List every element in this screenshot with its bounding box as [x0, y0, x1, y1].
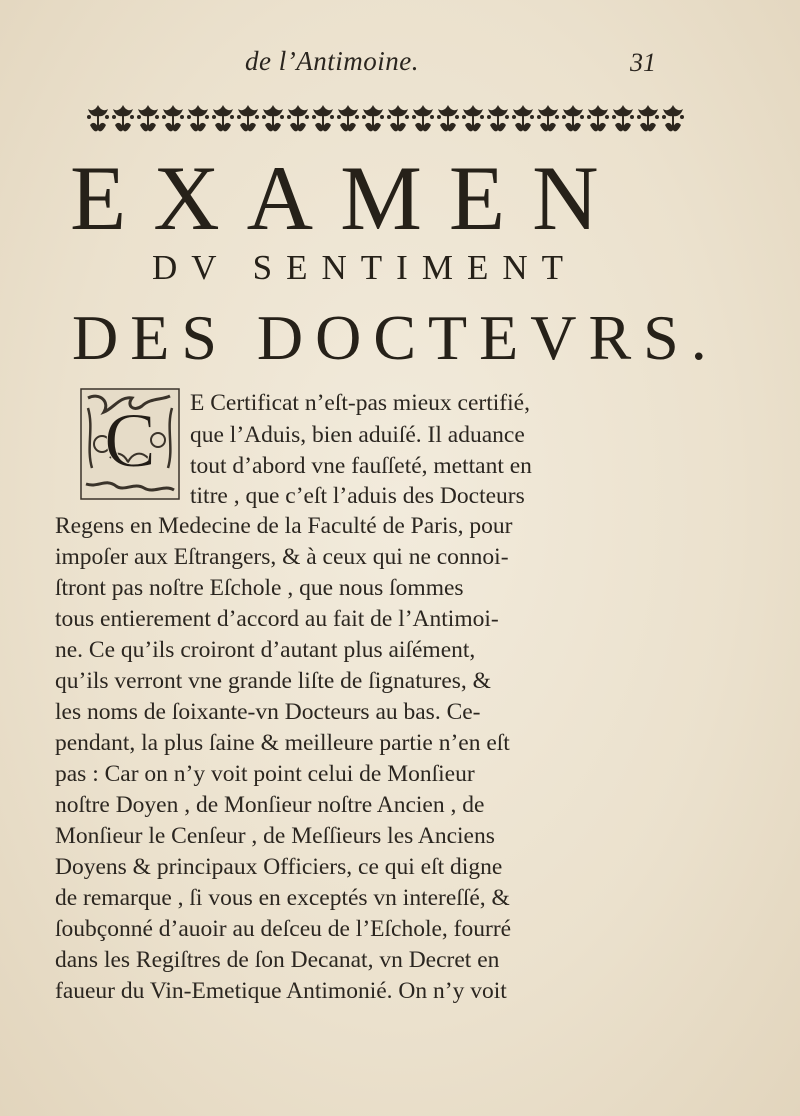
text-line: ne. Ce qu’ils croiront d’autant plus aiſément,	[55, 637, 476, 663]
text-line: impoſer aux Eſtrangers, & à ceux qui ne connoi-	[55, 544, 509, 570]
text-line: Monſieur le Cenſeur , de Meſſieurs les Anciens	[55, 823, 495, 849]
text-line: E Certificat n’eſt-pas mieux certifié,	[190, 390, 530, 416]
text-line: dans les Regiſtres de ſon Decanat, vn Decret en	[55, 947, 500, 973]
heading-des-docteurs: DES DOCTEVRS.	[72, 302, 719, 373]
text-line: ſoubçonné d’auoir au deſceu de l’Eſchole, fourré	[55, 916, 512, 942]
running-head	[0, 40, 800, 80]
text-line: ſtront pas noſtre Eſchole , que nous ſommes	[55, 575, 464, 601]
text-line: noſtre Doyen , de Monſieur noſtre Ancien , de	[55, 792, 485, 818]
text-line: tout d’abord vne fauſſeté, mettant en	[190, 453, 532, 479]
heading-examen: EXAMEN	[70, 147, 626, 249]
running-title: de l’Antimoine.	[245, 46, 419, 76]
text-line: Doyens & principaux Officiers, ce qui eſt digne	[55, 854, 503, 880]
text-line: faueur du Vin-Emetique Antimonié. On n’y voit	[55, 978, 507, 1004]
text-line: pendant, la plus ſaine & meilleure partie n’en eſt	[55, 730, 510, 756]
text-line: de remarque , ſi vous en exceptés vn intereſſé, &	[55, 885, 510, 911]
text-line: les noms de ſoixante-vn Docteurs au bas. Ce-	[55, 699, 481, 725]
text-line: pas : Car on n’y voit point celui de Monſieur	[55, 761, 475, 787]
page-number: 31	[630, 48, 656, 77]
heading-du-sentiment: DV SENTIMENT	[152, 248, 577, 287]
decorated-initial-icon	[80, 388, 180, 500]
text-line: Regens en Medecine de la Faculté de Paris, pour	[55, 513, 513, 539]
text-line: tous entierement d’accord au fait de l’Antimoi-	[55, 606, 499, 632]
text-line: que l’Aduis, bien aduiſé. Il aduance	[190, 422, 525, 448]
fleuron-band-icon	[85, 100, 695, 134]
text-line: qu’ils verront vne grande liſte de ſignatures, &	[55, 668, 491, 694]
text-line: titre , que c’eſt l’aduis des Docteurs	[190, 483, 525, 509]
dropcap-letter: C	[103, 396, 157, 483]
